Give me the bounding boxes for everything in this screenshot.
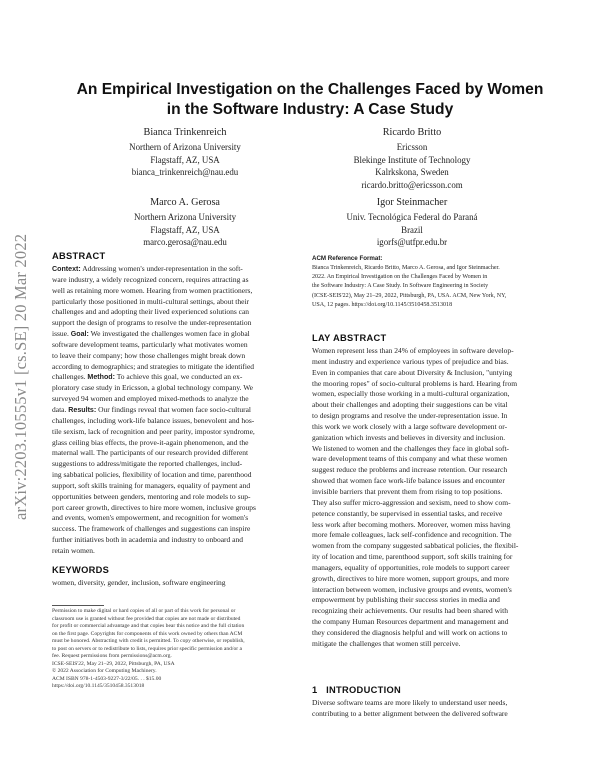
title-line: in the Software Industry: A Case Study	[166, 101, 454, 118]
abstract-line: software development teams, particularly what motivates women	[52, 339, 248, 349]
lay-abstract-line: about their challenges and adopting their suggestions can be vital	[312, 400, 508, 410]
permission-line: to post on servers or to redistribute to lists, requires prior specific permission and/or a	[52, 645, 242, 652]
author-email: bianca_trinkenreich@nau.edu	[131, 167, 239, 177]
lay-abstract-heading: LAY ABSTRACT	[312, 333, 387, 343]
abstract-line: to leave their company; how those challenges might break down	[52, 350, 246, 360]
abstract-line: success. The framework of challenges and suggestions can inspire	[52, 524, 251, 534]
lay-abstract-line: petence constantly, be supervised in essential tasks, and receive	[312, 508, 503, 518]
abstract-label: Context:	[52, 265, 81, 273]
permission-line: for profit or commercial advantage and that copies bear this notice and the full citation	[52, 623, 245, 630]
permission-notice	[52, 608, 299, 691]
abstract-line: according to demographics; and strategies to mitigate the identified	[52, 361, 255, 371]
permission-line: fee. Request permissions from permissions@acm.org.	[52, 653, 172, 660]
abstract-section	[52, 251, 299, 557]
acm-reference-line: (ICSE-SEIS'22), May 21–29, 2022, Pittsburgh, PA, USA. ACM, New York, NY,	[312, 292, 507, 299]
introduction-body	[312, 698, 561, 720]
abstract-line: particularly those positioned in multi-cultural settings, about their	[52, 296, 250, 306]
arxiv-stamp: arXiv:2203.10555v1 [cs.SE] 20 Mar 2022	[11, 233, 30, 520]
abstract-line: maternal wall. The participants of our research provided different	[52, 448, 249, 458]
abstract-line: opportunities between genders, mentoring and role models to sup-	[52, 491, 251, 501]
abstract-line: glass ceiling bias effects, the prove-it-again phenomenon, and the	[52, 437, 249, 447]
abstract-label: Method:	[87, 373, 115, 382]
permission-line: Permission to make digital or hard copies of all or part of this work for personal or	[52, 608, 236, 614]
acm-reference-line: Bianca Trinkenreich, Ricardo Britto, Marco A. Gerosa, and Igor Steinmacher.	[312, 265, 500, 271]
keywords-section	[52, 565, 299, 589]
section-title: INTRODUCTION	[326, 685, 402, 695]
abstract-line: challenges and and adopting their lived experienced solutions can	[52, 307, 250, 317]
lay-abstract-line: this work we work closely with a large software development or-	[312, 421, 508, 431]
permission-line: on the first page. Copyrights for components of this work owned by others than ACM	[52, 630, 243, 637]
acm-reference-line: 2022. An Empirical Investigation on the Challenges Faced by Women in	[312, 274, 488, 281]
acm-reference-line: USA, 12 pages. https://doi.org/10.1145/3510458.3513018	[312, 301, 453, 308]
author-affiliation: Northern of Arizona University	[129, 142, 241, 152]
abstract-line: further initiatives both in academia and industry to onboard and	[52, 535, 243, 545]
lay-abstract-line: ment industry and experience various types of prejudice and bias.	[312, 356, 509, 366]
lay-abstract-line: showed that women face work-life balance issues and encounter	[312, 476, 505, 486]
lay-abstract-line: They also suffer micro-aggression and sexism, need to show com-	[312, 497, 511, 507]
permission-line: classroom use is granted without fee provided that copies are not made or distributed	[52, 615, 241, 622]
introduction-line: contributing to a better alignment between the delivered software	[312, 708, 508, 718]
introduction-section	[312, 685, 561, 720]
lay-abstract-line: less work after becoming mothers. Moreover, women miss having	[312, 519, 511, 529]
author-affiliation: Northern Arizona University	[133, 212, 237, 222]
abstract-line: challenges, including work-life balance issues, benevolent and hos-	[52, 415, 255, 425]
abstract-line: Context: Addressing women's under-representation in the soft-	[52, 264, 243, 273]
lay-abstract-body	[312, 346, 561, 650]
lay-abstract-line: more female colleagues, lack self-confidence and recognition. The	[312, 530, 512, 540]
lay-abstract-line: ganization which invests and believes in diversity and inclusion.	[312, 432, 506, 442]
acm-reference	[312, 255, 561, 310]
abstract-line: ware industry, a widely recognized concern, requires attracting as	[52, 274, 249, 284]
abstract-line: issue. Goal: We investigated the challenges women face in global	[52, 329, 250, 339]
abstract-line: data. Results: Our findings reveal that women face socio-cultural	[52, 404, 251, 414]
author-email: marco.gerosa@nau.edu	[143, 237, 227, 247]
abstract-line: suggestions to address/mitigate the reported challenges, includ-	[52, 459, 243, 469]
author-affiliation: Ericsson	[396, 142, 428, 152]
lay-abstract-line: Even in companies that care about Diversity & Inclusion, "untying	[312, 367, 513, 377]
author-affiliation: Univ. Tecnológica Federal do Paraná	[346, 212, 478, 222]
lay-abstract-line: to design programs and resolve the under-representation issue. In	[312, 411, 508, 421]
author-location: Kalrkskona, Sweden	[375, 167, 449, 177]
permission-body	[52, 608, 299, 691]
permission-line: ACM ISBN 978-1-4503-9227-3/22/05. . . $15.00	[52, 675, 162, 682]
acm-reference-heading: ACM Reference Format:	[312, 255, 383, 262]
lay-abstract-line: managers, equality of opportunities, role models to support career	[312, 562, 510, 572]
lay-abstract-section	[312, 333, 561, 650]
lay-abstract-line: mitigate the challenges that women still perceive.	[312, 638, 461, 648]
lay-abstract-line: recognizing their achievements. Our results had been shared with	[312, 606, 508, 616]
author-name: Ricardo Britto	[382, 127, 442, 138]
title-line: An Empirical Investigation on the Challenges Faced by Women	[76, 81, 544, 98]
permission-line: © 2022 Association for Computing Machinery.	[52, 668, 157, 675]
author-location: Flagstaff, AZ, USA	[150, 224, 220, 235]
keywords-heading: KEYWORDS	[52, 565, 110, 575]
lay-abstract-line: We listened to women and the challenges they face in global soft-	[312, 443, 510, 453]
lay-abstract-line: suggest reduce the problems and increase retention. Our research	[312, 465, 508, 475]
lay-abstract-line: interaction between women, inclusive groups and events, women's	[312, 584, 512, 594]
author-block	[322, 126, 502, 191]
abstract-heading: ABSTRACT	[52, 251, 106, 261]
author-location: Brazil	[401, 224, 423, 235]
abstract-line: support the design of programs to resolve the under-representation	[52, 318, 252, 328]
lay-abstract-line: invisible barriers that prevent them from rising to top positions.	[312, 486, 503, 496]
author-name: Igor Steinmacher	[376, 197, 448, 208]
footnote-rule	[52, 605, 104, 606]
abstract-body	[52, 264, 299, 557]
author-name: Marco A. Gerosa	[150, 197, 220, 208]
author-block	[95, 196, 275, 249]
abstract-line: ploratory case study in Ericsson, a global technology company. We	[52, 383, 254, 393]
lay-abstract-line: women, especially those working in a multi-cultural organization,	[312, 389, 510, 399]
abstract-line: challenges. Method: To achieve this goal, we conducted an ex-	[52, 372, 243, 382]
lay-abstract-line: they considered the diagnosis helpful and will work on actions to	[312, 627, 508, 637]
author-affiliation: Blekinge Institute of Technology	[353, 154, 471, 165]
lay-abstract-line: empowerment by publishing their success stories in media and	[312, 595, 500, 605]
acm-reference-line: the Software Industry: A Case Study. In Software Engineering in Society	[312, 283, 489, 290]
permission-line: ICSE-SEIS'22, May 21–29, 2022, Pittsburgh, PA, USA	[52, 660, 175, 667]
abstract-label: Results:	[68, 405, 97, 414]
abstract-line: and events, women's empowerment, and recognition for women's	[52, 513, 249, 523]
permission-line: must be honored. Abstracting with credit is permitted. To copy otherwise, or republish,	[52, 638, 245, 645]
lay-abstract-line: ity of location and time, parenthood support, soft skills training for	[312, 552, 513, 562]
keywords-text: women, diversity, gender, inclusion, software engineering	[52, 578, 226, 587]
abstract-line: surveyed 94 women and employed mixed-methods to analyze the	[52, 394, 249, 404]
introduction-heading	[312, 685, 561, 695]
acm-reference-body	[312, 264, 561, 310]
abstract-line: port career growth, directives to hire more women, inclusive groups	[52, 502, 256, 512]
abstract-label: Goal:	[70, 330, 89, 339]
section-number: 1	[312, 685, 318, 695]
author-email: ricardo.britto@ericsson.com	[361, 179, 463, 190]
permission-line: https://doi.org/10.1145/3510458.3513018	[52, 683, 145, 690]
author-location: Flagstaff, AZ, USA	[150, 154, 220, 165]
lay-abstract-line: Women represent less than 24% of employees in software develop-	[312, 346, 514, 355]
abstract-line: well as retaining more women. Hearing from women practitioners,	[52, 285, 253, 295]
author-email: igorfs@utfpr.edu.br	[376, 237, 448, 247]
abstract-line: tile sexism, lack of recognition and peer parity, impostor syndrome,	[52, 426, 255, 436]
abstract-line: support, soft skills training for managers, equality of payment and	[52, 480, 251, 490]
introduction-line: Diverse software teams are more likely to understand user needs,	[312, 698, 508, 707]
lay-abstract-line: the mooring ropes" of socio-cultural problems is hard. Hearing from	[312, 378, 518, 388]
lay-abstract-line: the company Human Resources department and management and	[312, 617, 509, 627]
lay-abstract-line: growth, directives to hire more women, support groups, and more	[312, 573, 510, 583]
lay-abstract-line: ware development teams of this company and what these women	[312, 454, 508, 464]
author-block	[95, 126, 275, 179]
author-block	[322, 196, 502, 249]
author-name: Bianca Trinkenreich	[143, 127, 227, 138]
abstract-line: retain women.	[52, 545, 95, 555]
lay-abstract-line: women from the company suggested sabbatical policies, the flexibil-	[312, 541, 519, 551]
paper-title	[40, 80, 580, 120]
abstract-line: ing sabbatical policies, flexibility of location and time, parenthood	[52, 470, 252, 480]
